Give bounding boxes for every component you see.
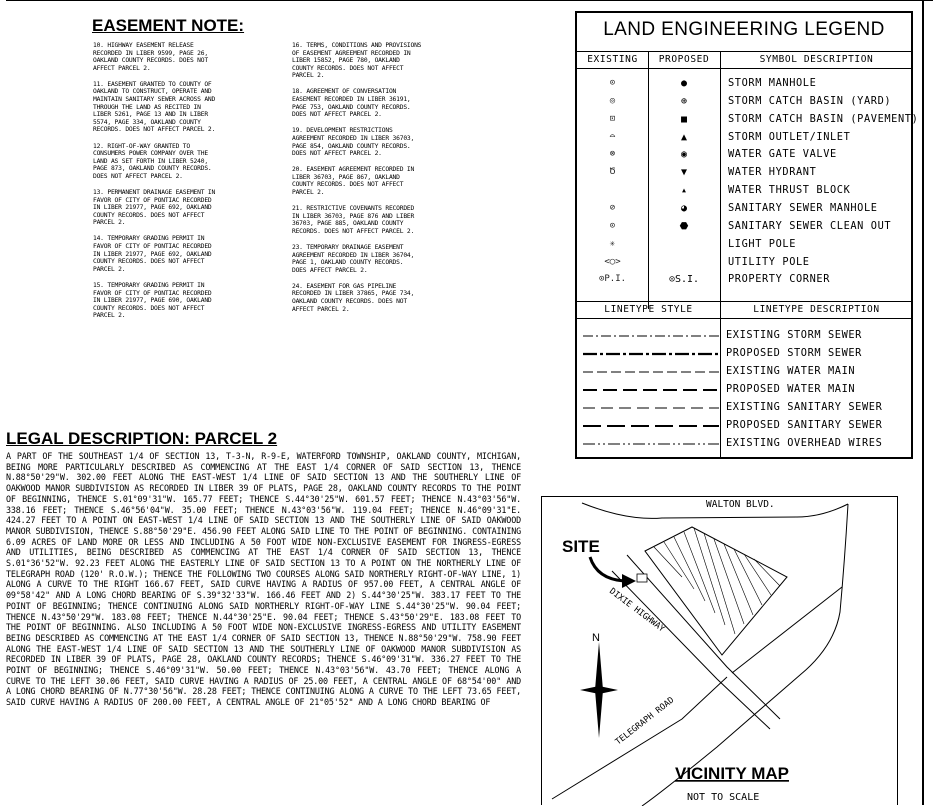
- legend-symbol-row: [577, 254, 911, 272]
- legend-divider: [577, 51, 911, 52]
- symbol-description: UTILITY POLE: [728, 255, 810, 268]
- site-arrow-head: [622, 574, 636, 588]
- not-to-scale-label: NOT TO SCALE: [687, 792, 760, 803]
- legend-symbol-row: [577, 271, 911, 289]
- legend-divider: [577, 318, 911, 319]
- existing-symbol-icon: ⊙: [609, 220, 616, 231]
- easement-notes-left: [93, 42, 283, 328]
- symbol-description: PROPERTY CORNER: [728, 273, 830, 286]
- symbol-description: STORM MANHOLE: [728, 77, 817, 89]
- linetype-sample: [583, 424, 719, 428]
- linetype-description: PROPOSED STORM SEWER: [726, 347, 862, 359]
- symbol-description: WATER HYDRANT: [728, 166, 817, 179]
- existing-symbol-icon: ◎: [609, 95, 616, 106]
- col-linetype-style: LINETYPE STYLE: [604, 304, 693, 315]
- telegraph-road-line-east: [642, 504, 848, 806]
- existing-symbol-icon: ⊙P.I.: [598, 274, 627, 285]
- legal-description-title: LEGAL DESCRIPTION: PARCEL 2: [6, 429, 278, 448]
- legend-symbol-row: [577, 218, 911, 236]
- symbol-description: STORM OUTLET/INLET: [728, 130, 851, 143]
- walton-blvd-label: WALTON BLVD.: [706, 499, 775, 510]
- easement-note-item: 10. HIGHWAY EASEMENT RELEASE RECORDED IN LIBER 9599, PAGE 26, OAKLAND COUNTY RECORDS. DOES NOT AFFECT PARCEL 2.: [93, 42, 208, 72]
- legend-linetype-row: [577, 344, 911, 362]
- linetype-description: PROPOSED SANITARY SEWER: [726, 419, 883, 431]
- symbol-description: STORM CATCH BASIN (YARD): [728, 94, 892, 107]
- dixie-highway-line: [612, 571, 770, 729]
- linetype-description: EXISTING WATER MAIN: [726, 365, 856, 377]
- existing-symbol-icon: ⊗: [609, 149, 616, 160]
- proposed-symbol-icon: ⬣: [679, 220, 689, 232]
- proposed-symbol-icon: ●: [680, 78, 688, 89]
- linetype-sample: [583, 442, 719, 446]
- symbol-description: WATER THRUST BLOCK: [728, 184, 851, 197]
- legend-divider: [577, 301, 911, 302]
- col-symbol-description: SYMBOL DESCRIPTION: [759, 54, 874, 65]
- easement-note-item: 18. AGREEMENT OF CONVERSATION EASEMENT RECORDED IN LIBER 36191, PAGE 753, OAKLAND COUNTY RECORDS. DOES NOT AFFECT PARCEL 2.: [292, 88, 411, 119]
- easement-note-item: 23. TEMPORARY DRAINAGE EASEMENT AGREEMENT RECORDED IN LIBER 36704, PAGE 1, OAKLAND COUNTY RECORDS. DOES AFFECT PARCEL 2.: [292, 243, 415, 274]
- easement-note-item: 13. PERMANENT DRAINAGE EASEMENT IN FAVOR OF CITY OF PONTIAC RECORDED IN LIBER 21977, PAGE 692, OAKLAND COUNTY RECORDS. DOES NOT AFFECT PARCEL 2.: [93, 189, 216, 227]
- site-label: SITE: [562, 537, 600, 556]
- col-existing: EXISTING: [587, 54, 638, 65]
- legend-symbol-row: [577, 93, 911, 111]
- telegraph-road-line: [732, 587, 842, 673]
- legend-linetype-row: [577, 362, 911, 380]
- linetype-sample: [583, 406, 719, 410]
- proposed-symbol-icon: ⊕: [680, 95, 688, 107]
- easement-note-item: 20. EASEMENT AGREEMENT RECORDED IN LIBER 36703, PAGE 867, OAKLAND COUNTY RECORDS. DOES NOT AFFECT PARCEL 2.: [292, 166, 415, 196]
- linetype-sample: [583, 388, 719, 392]
- proposed-symbol-icon: ▲: [680, 131, 688, 143]
- proposed-symbol-icon: ⊙S.I.: [668, 274, 700, 286]
- symbol-description: LIGHT POLE: [728, 237, 796, 250]
- legend-symbol-row: [577, 164, 911, 182]
- legend-linetype-row: [577, 416, 911, 434]
- existing-symbol-icon: ⊙: [609, 78, 616, 88]
- symbol-description: SANITARY SEWER CLEAN OUT: [728, 219, 892, 232]
- col-proposed: PROPOSED: [658, 54, 710, 65]
- existing-symbol-icon: <◯>: [604, 256, 621, 267]
- legend-symbol-row: [577, 200, 911, 218]
- telegraph-road-label: TELEGRAPH ROAD: [613, 695, 677, 748]
- dixie-highway-label: DIXIE HIGHWAY: [607, 586, 667, 635]
- legend-title: LAND ENGINEERING LEGEND: [603, 19, 885, 40]
- existing-symbol-icon: ⌓: [609, 131, 616, 142]
- proposed-symbol-icon: ▼: [680, 167, 688, 179]
- legend-linetype-row: [577, 380, 911, 398]
- legend-symbol-row: [577, 146, 911, 164]
- easement-notes-right: [292, 42, 482, 322]
- symbol-description: STORM CATCH BASIN (PAVEMENT): [728, 112, 919, 125]
- easement-note-item: 16. TERMS, CONDITIONS AND PROVISIONS OF EASEMENT AGREEMENT RECORDED IN LIBER 15852, PAGE 780, OAKLAND COUNTY RECORDS. DOES NOT AFFECT PARCEL 2.: [292, 42, 422, 80]
- legend-linetype-row: [577, 326, 911, 344]
- land-engineering-legend: [575, 11, 919, 459]
- linetype-description: EXISTING SANITARY SEWER: [726, 401, 883, 413]
- easement-note-title: EASEMENT NOTE:: [92, 16, 245, 35]
- north-arrow-icon: [580, 642, 618, 738]
- linetype-description: EXISTING OVERHEAD WIRES: [726, 437, 883, 449]
- legend-linetype-row: [577, 434, 911, 452]
- linetype-description: PROPOSED WATER MAIN: [726, 383, 856, 395]
- linetype-sample: [583, 352, 719, 356]
- dixie-highway-line: [627, 555, 780, 719]
- legend-symbol-row: [577, 236, 911, 254]
- vicinity-map-drawing: [542, 497, 899, 806]
- sheet-border-top: [6, 0, 933, 1]
- easement-note-item: 21. RESTRICTIVE COVENANTS RECORDED IN LIBER 36703, PAGE 876 AND LIBER 36703, PAGE 885, OAKLAND COUNTY RECORDS. DOES NOT AFFECT PARCEL 2.: [292, 205, 415, 235]
- easement-note-item: 24. EASEMENT FOR GAS PIPELINE RECORDED IN LIBER 37865, PAGE 734, OAKLAND COUNTY RECORDS. DOES NOT AFFECT PARCEL 2.: [292, 282, 415, 313]
- existing-symbol-icon: ⊡: [609, 113, 616, 124]
- linetype-sample: [583, 370, 719, 374]
- symbol-description: SANITARY SEWER MANHOLE: [728, 201, 878, 214]
- legend-divider: [577, 68, 911, 69]
- sheet-border-right: [922, 0, 924, 805]
- linetype-description: EXISTING STORM SEWER: [726, 329, 862, 341]
- legend-symbol-row: [577, 111, 919, 129]
- legal-description-text: A PART OF THE SOUTHEAST 1/4 OF SECTION 13, T-3-N, R-9-E, WATERFORD TOWNSHIP, OAKLAND COUNTY, MICHIGAN, BEING MORE PARTICULARLY DESCRIBED AS COMMENCING AT THE EAST 1/4 CORNER OF SAID SECTION 13, THENCE N.88°50'29"W. 302.00 FEET ALONG THE EAST-WEST 1/4 LINE OF SAID SECTION 13 AND THE SOUTHERLY LINE OF OAKWOOD MANOR SUBDIVISION AS RECORDED IN LIBER 39 OF PLATS, PAGE 28, OAKLAND COUNTY RECORDS TO THE POINT OF BEGINNING, THENCE S.01°09'31"W. 165.77 FEET; THENCE S.44°30'25"W. 601.57 FEET; THENCE N.43°03'56"W. 338.16 FEET; THENCE S.46°56'04"W. 35.00 FEET; THENCE N.43°03'56"W. 119.04 FEET; THENCE N.46°09'31"E. 424.27 FEET TO A POINT ON EAST-WEST 1/4 LINE OF SAID SECTION 13 AND THE SOUTHERLY LINE OF SAID OAKWOOD MANOR SUBDIVISION, THENCE S.88°50'29"E. 456.90 FEET ALONG SAID LINE TO THE POINT OF BEGINNING. CONTAINING 6.09 ACRES OF LAND MORE OR LESS AND INCLUDING A 50 FOOT WIDE NON-EXCLUSIVE EASEMENT FOR INGRESS-EGRESS AND UTILITIES, BEING DESCRIBED AS COMMENCING AT THE EAST 1/4 CORNER OF SAID SECTION 13, THENCE S.01°36'52"W. 92.23 FEET ALONG THE EASTERLY LINE OF SAID SECTION 13 TO A POINT ON THE NORTHERLY LINE OF TELEGRAPH ROAD (120' R.O.W.); THENCE THE FOLLOWING TWO COURSES ALONG SAID NORTHERLY RIGHT-OF-WAY LINE, 1) ALONG A CURVE TO THE RIGHT 166.67 FEET, SAID CURVE HAVING A RADIUS OF 957.00 FEET, A CENTRAL ANGLE OF 09°58'42" AND A LONG CHORD BEARING OF S.39°32'33"W. 166.46 FEET AND 2) S.44°30'25"W. 383.17 FEET TO THE POINT OF BEGINNING; THENCE CONTINUING ALONG SAID NORTHERLY RIGHT-OF-WAY LINE S.44°30'25"W. 90.04 FEET; THENCE N.43°50'29"W. 183.08 FEET; THENCE N.44°30'25"E. 90.04 FEET; THENCE S.43°50'29"E. 183.08 FEET TO THE POINT OF BEGINNING. ALSO INCLUDING A 50 FOOT WIDE NON-EXCLUSIVE INGRESS-EGRESS AND UTILITY EASEMENT BEING DESCRIBED AS COMMENCING AT THE EAST 1/4 CORNER OF SAID SECTION 13, THENCE N.88°50'29"W. 758.90 FEET ALONG THE EAST-WEST 1/4 LINE OF SAID SECTION 13 AND THE SOUTHERLY LINE OF OAKWOOD MANOR SUBDIVISION AS RECORDED IN LIBER 39 OF PLATS, PAGE 28, OAKLAND COUNTY RECORDS; THENCE S.46°09'31"W. 336.27 FEET TO THE POINT OF BEGINNING; THENCE S.46°09'31"W. 50.00 FEET; THENCE N.43°03'56"W. 43.70 FEET; THENCE ALONG A CURVE TO THE LEFT 30.06 FEET, SAID CURVE HAVING A RADIUS OF 25.00 FEET, A CENTRAL ANGLE OF 68°54'00" AND A LONG CHORD BEARING OF N.77°30'56"W. 28.28 FEET; THENCE CONTINUING ALONG A CURVE TO THE LEFT 73.65 FEET, SAID CURVE HAVING A RADIUS OF 200.00 FEET, A CENTRAL ANGLE OF 21°05'52" AND A LONG CHORD BEARING OF: [6, 451, 521, 708]
- legend-symbol-row: [577, 182, 911, 200]
- easement-note-item: 11. EASEMENT GRANTED TO COUNTY OF OAKLAND TO CONSTRUCT, OPERATE AND MAINTAIN SANITARY SEWER ACROSS AND THROUGH THE LAND AS RECITED IN LIBER 5261, PAGE 13 AND IN LIBER 5574, PAGE 334, OAKLAND COUNTY RECORDS. DOES NOT AFFECT PARCEL 2.: [93, 80, 216, 134]
- proposed-symbol-icon: ■: [680, 113, 688, 125]
- proposed-symbol-icon: ◉: [680, 149, 688, 161]
- north-label: N: [592, 632, 600, 644]
- easement-note-item: 15. TEMPORARY GRADING PERMIT IN FAVOR OF CITY OF PONTIAC RECORDED IN LIBER 21977, PAGE 690, OAKLAND COUNTY RECORDS. DOES NOT AFFECT PARCEL 2.: [93, 281, 212, 320]
- col-linetype-description: LINETYPE DESCRIPTION: [753, 304, 880, 315]
- proposed-symbol-icon: ◕: [680, 202, 688, 214]
- vicinity-map: [541, 496, 898, 805]
- easement-note-item: 19. DEVELOPMENT RESTRICTIONS AGREEMENT RECORDED IN LIBER 36703, PAGE 854, OAKLAND COUNTY RECORDS. DOES NOT AFFECT PARCEL 2.: [292, 127, 415, 158]
- existing-symbol-icon: Ծ: [609, 167, 616, 178]
- existing-symbol-icon: ⊘: [609, 202, 616, 213]
- legend-linetype-row: [577, 398, 911, 416]
- symbol-description: WATER GATE VALVE: [728, 148, 837, 161]
- easement-note-item: 14. TEMPORARY GRADING PERMIT IN FAVOR OF CITY OF PONTIAC RECORDED IN LIBER 21977, PAGE 692, OAKLAND COUNTY RECORDS. DOES NOT AFFECT PARCEL 2.: [93, 235, 212, 273]
- legend-symbol-row: [577, 129, 911, 147]
- legend-symbol-row: [577, 75, 911, 93]
- vicinity-map-title: VICINITY MAP: [675, 764, 789, 783]
- easement-note-item: 12. RIGHT-OF-WAY GRANTED TO CONSUMERS POWER COMPANY OVER THE LAND AS SET FORTH IN LIBER 5240, PAGE 873, OAKLAND COUNTY RECORDS. DOES NOT AFFECT PARCEL 2.: [93, 142, 212, 180]
- linetype-sample: [583, 334, 719, 338]
- existing-symbol-icon: ✳: [609, 238, 616, 249]
- proposed-symbol-icon: ▴: [680, 185, 688, 197]
